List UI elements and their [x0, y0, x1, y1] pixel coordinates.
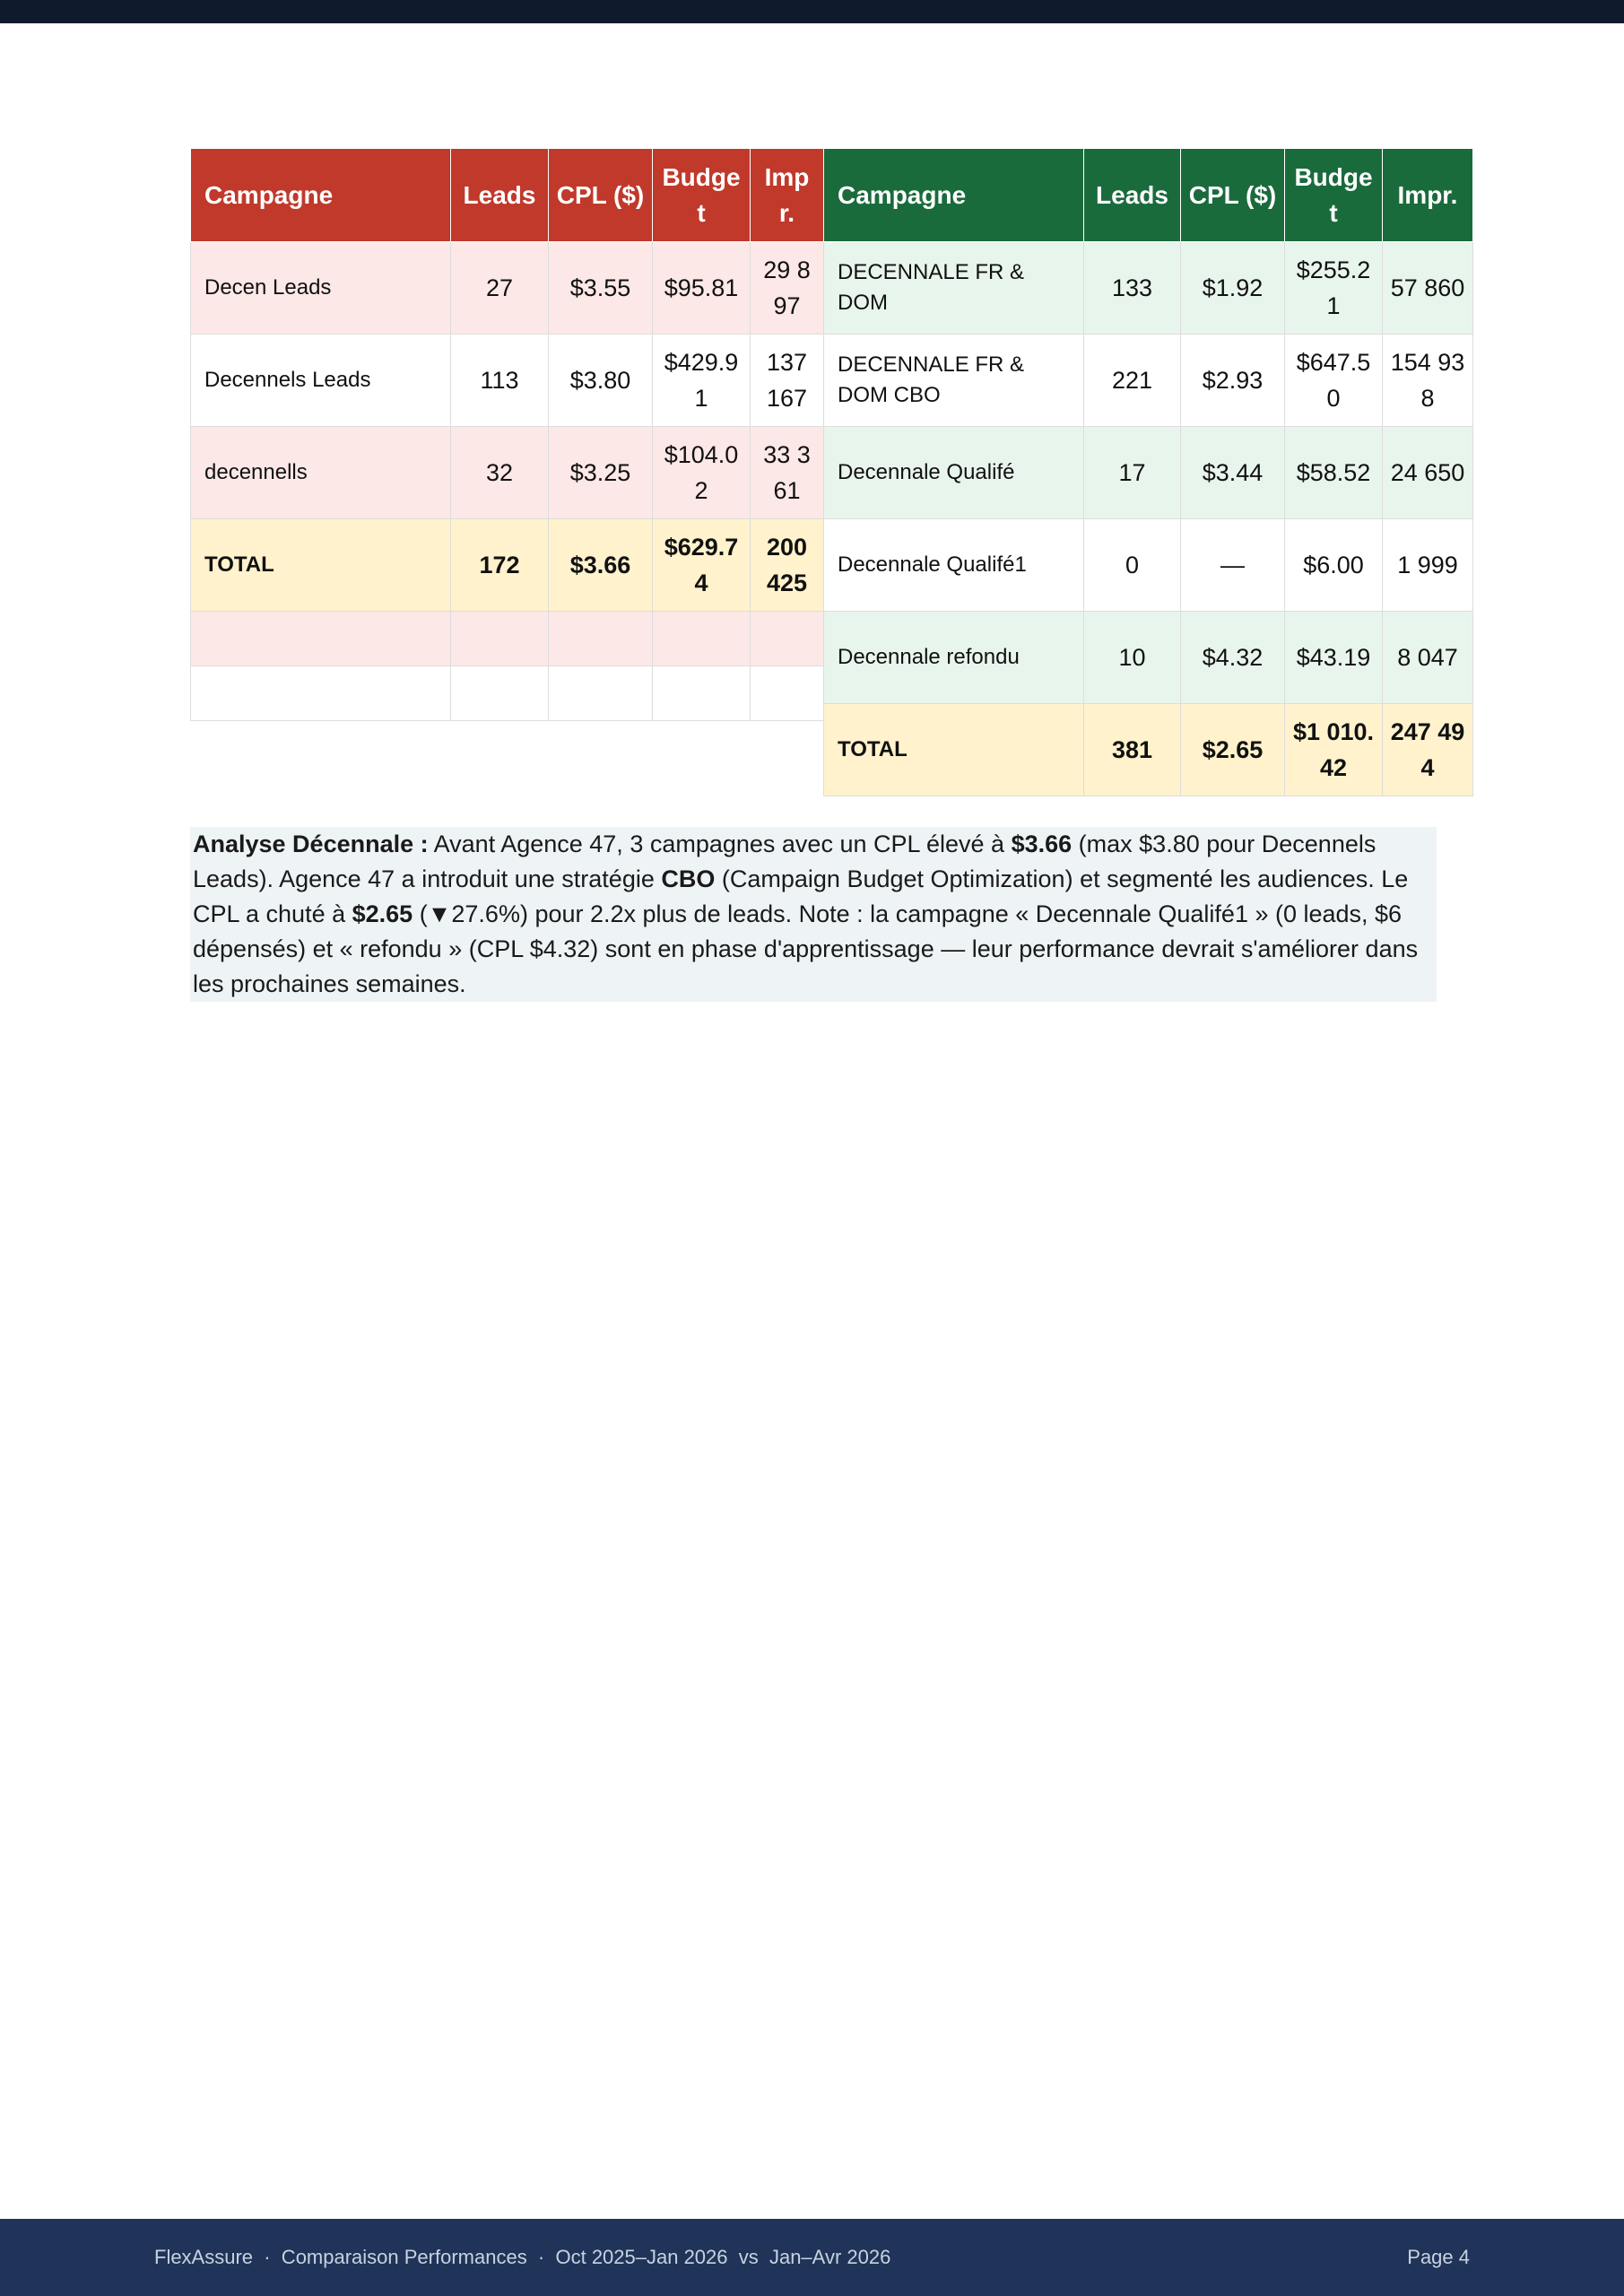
empty-row [191, 666, 824, 721]
cell-total-budget: $629.74 [653, 519, 751, 612]
cell-impressions: 29 897 [751, 242, 824, 335]
cell-cpl: $3.25 [549, 427, 653, 519]
header-impressions: Impr. [751, 149, 824, 242]
cell-impressions: 8 047 [1383, 612, 1473, 704]
empty-row [191, 612, 824, 666]
cell-campaign: Decennels Leads [191, 335, 451, 427]
cell-campaign: Decen Leads [191, 242, 451, 335]
cell-budget: $58.52 [1285, 427, 1383, 519]
cell-budget: $95.81 [653, 242, 751, 335]
page-number: Page 4 [1407, 2246, 1470, 2268]
cell-cpl: $3.80 [549, 335, 653, 427]
header-budget: Budget [1285, 149, 1383, 242]
cell-impressions: 137 167 [751, 335, 824, 427]
cell-cpl: $3.44 [1181, 427, 1285, 519]
cell-campaign: Decennale Qualifé [824, 427, 1084, 519]
cell-total-leads: 172 [451, 519, 549, 612]
cell-leads: 0 [1084, 519, 1181, 612]
cell-budget: $429.91 [653, 335, 751, 427]
cell-impressions: 154 938 [1383, 335, 1473, 427]
total-row [191, 519, 824, 612]
top-bar [0, 0, 1624, 23]
analysis-box [190, 827, 1437, 1002]
header-campaign: Campagne [191, 149, 451, 242]
cell-leads: 133 [1084, 242, 1181, 335]
cell-total-budget: $1 010.42 [1285, 704, 1383, 796]
cell-total-impressions: 247 494 [1383, 704, 1473, 796]
analysis-text: (Campaign Budget Optimization) et segmenté les audiences. Le CPL a chuté à [193, 865, 1409, 927]
cell-impressions: 1 999 [1383, 519, 1473, 612]
total-row [824, 704, 1473, 796]
cell-cpl: $1.92 [1181, 242, 1285, 335]
header-impressions: Impr. [1383, 149, 1473, 242]
cell-total-cpl: $2.65 [1181, 704, 1285, 796]
cell-leads: 221 [1084, 335, 1181, 427]
cell-budget: $255.21 [1285, 242, 1383, 335]
cell-total-leads: 381 [1084, 704, 1181, 796]
cell-budget: $647.50 [1285, 335, 1383, 427]
table-row [191, 242, 824, 335]
table-row [824, 612, 1473, 704]
cell-campaign: decennells [191, 427, 451, 519]
cell-leads: 10 [1084, 612, 1181, 704]
cell-campaign: Decennale refondu [824, 612, 1084, 704]
header-cpl: CPL ($) [1181, 149, 1285, 242]
cell-leads: 17 [1084, 427, 1181, 519]
table-header-row [824, 149, 1473, 242]
cell-budget: $6.00 [1285, 519, 1383, 612]
header-leads: Leads [451, 149, 549, 242]
cell-cpl: $3.55 [549, 242, 653, 335]
analysis-highlight: CBO [661, 865, 716, 892]
analysis-highlight: $2.65 [352, 900, 413, 927]
footer-report-info: FlexAssure · Comparaison Performances · Oct 2025–Jan 2026 vs Jan–Avr 2026 [154, 2246, 891, 2268]
table-row [824, 519, 1473, 612]
table-row [191, 335, 824, 427]
cell-budget: $43.19 [1285, 612, 1383, 704]
table-row [824, 242, 1473, 335]
header-budget: Budget [653, 149, 751, 242]
table-row [824, 427, 1473, 519]
cell-cpl: $2.93 [1181, 335, 1285, 427]
analysis-label: Analyse Décennale : [193, 831, 429, 857]
cell-cpl: — [1181, 519, 1285, 612]
header-cpl: CPL ($) [549, 149, 653, 242]
cell-total-label: TOTAL [191, 519, 451, 612]
analysis-highlight: $3.66 [1011, 831, 1073, 857]
table-before-agency [190, 148, 824, 721]
analysis-text: Avant Agence 47, 3 campagnes avec un CPL élevé à [428, 831, 1012, 857]
table-header-row [191, 149, 824, 242]
cell-campaign: DECENNALE FR & DOM [824, 242, 1084, 335]
cell-impressions: 33 361 [751, 427, 824, 519]
analysis-text: (▼27.6%) pour 2.2x plus de leads. Note : la campagne « Decennale Qualifé1 » (0 leads, $6 dépensés) et « refondu » (CPL $4.32) sont en phase d'apprentissage — leur performance devrait s'améliorer dans les prochaines semaines. [193, 900, 1419, 997]
cell-total-impressions: 200 425 [751, 519, 824, 612]
cell-total-cpl: $3.66 [549, 519, 653, 612]
header-campaign: Campagne [824, 149, 1084, 242]
page-footer [0, 2219, 1624, 2296]
cell-leads: 32 [451, 427, 549, 519]
header-leads: Leads [1084, 149, 1181, 242]
table-row [191, 427, 824, 519]
analysis-text: (max $3.80 pour Decennels Leads). Agence 47 a introduit une stratégie [193, 831, 1376, 892]
cell-campaign: Decennale Qualifé1 [824, 519, 1084, 612]
cell-leads: 113 [451, 335, 549, 427]
cell-impressions: 24 650 [1383, 427, 1473, 519]
cell-total-label: TOTAL [824, 704, 1084, 796]
table-after-agency [823, 148, 1473, 796]
cell-leads: 27 [451, 242, 549, 335]
cell-budget: $104.02 [653, 427, 751, 519]
table-row [824, 335, 1473, 427]
cell-cpl: $4.32 [1181, 612, 1285, 704]
cell-campaign: DECENNALE FR & DOM CBO [824, 335, 1084, 427]
cell-impressions: 57 860 [1383, 242, 1473, 335]
